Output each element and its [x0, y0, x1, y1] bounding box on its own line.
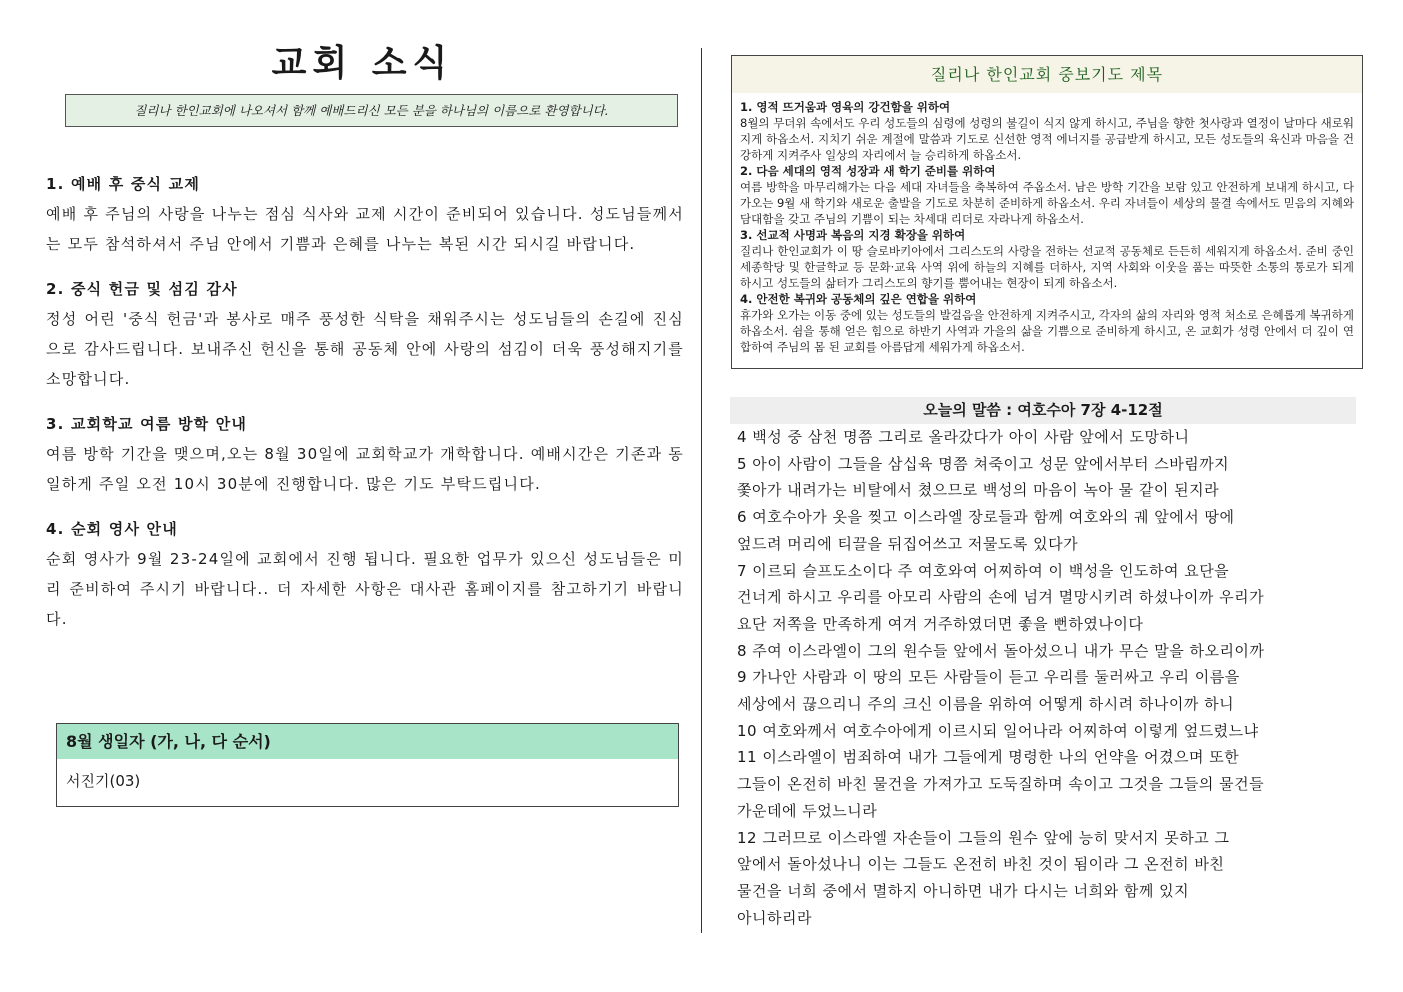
scripture-line: 쫓아가 내려가는 비탈에서 쳤으므로 백성의 마음이 녹아 물 같이 된지라: [737, 481, 1220, 500]
prayer-item-body: 8월의 무더위 속에서도 우리 성도들의 심령에 성령의 불길이 식지 않게 하시고, 주님을 향한 첫사랑과 열정이 날마다 새로워지게 하옵소서. 지치기 쉬운 계절에 말씀과 기도로 신선한 영적 에너지를 공급받게 하시고, 모든 성도들의 육신과 마음을 건강하게 지켜주사 일상의 자리에서 늘 승리하게 하옵소서.: [740, 116, 1354, 162]
section-title: 4. 순회 영사 안내: [46, 520, 178, 538]
prayer-items: [732, 93, 1362, 355]
scripture-line: 그들이 온전히 바친 물건을 가져가고 도둑질하며 속이고 그것을 그들의 물건들: [737, 775, 1265, 794]
prayer-item-body: 휴가와 오가는 이동 중에 있는 성도들의 발걸음을 안전하게 지켜주시고, 각자의 삶의 자리와 영적 처소로 은혜롭게 복귀하게 하옵소서. 쉼을 통해 얻은 힘으로 하반기 사역과 가을의 삶을 기쁨으로 준비하게 하시고, 온 교회가 성령 안에서 더 깊이 연합하여 주님의 몸 된 교회를 아름답게 세워가게 하옵소서.: [740, 308, 1354, 354]
prayer-item: [740, 99, 1354, 163]
prayer-box: [731, 55, 1363, 369]
prayer-item-body: 여름 방학을 마무리해가는 다음 세대 자녀들을 축복하여 주옵소서. 남은 방학 기간을 보람 있고 안전하게 보내게 하시고, 다가오는 9월 새 학기와 새로운 출발을 기도로 차분히 준비하게 하옵소서. 우리 자녀들이 세상의 물결 속에서도 믿음의 지혜와 담대함을 갖고 주님의 기쁨이 되는 차세대 리더로 자라나게 하옵소서.: [740, 180, 1354, 226]
prayer-item: [740, 291, 1354, 355]
scripture-line: 가운데에 두었느니라: [737, 801, 878, 820]
column-divider: [701, 48, 702, 933]
scripture-line: 요단 저쪽을 만족하게 여겨 거주하였더면 좋을 뻔하였나이다: [737, 614, 1144, 633]
scripture-line: 8 주여 이스라엘이 그의 원수들 앞에서 돌아섰으니 내가 무슨 말을 하오리이까: [737, 641, 1265, 660]
prayer-item-body: 질리나 한인교회가 이 땅 슬로바키아에서 그리스도의 사랑을 전하는 선교적 공동체로 든든히 세워지게 하옵소서. 준비 중인 세종학당 및 한글학교 등 문화·교육 사역 위에 하늘의 지혜를 더하사, 지역 사회와 이웃을 품는 따뜻한 소통의 통로가 되게 하시고 성도들의 삶터가 그리스도의 향기를 뿜어내는 현장이 되게 하옵소서.: [740, 244, 1354, 290]
scripture-heading: 오늘의 말씀 : 여호수아 7장 4-12절: [730, 397, 1356, 424]
prayer-item-title: 1. 영적 뜨거움과 영육의 강건함을 위하여: [740, 100, 951, 114]
news-section-consular: [46, 517, 684, 634]
section-title: 3. 교회학교 여름 방학 안내: [46, 415, 248, 433]
section-title: 1. 예배 후 중식 교제: [46, 175, 201, 193]
scripture-line: 6 여호수아가 옷을 찢고 이스라엘 장로들과 함께 여호와의 궤 앞에서 땅에: [737, 508, 1235, 527]
welcome-banner: 질리나 한인교회에 나오셔서 함께 예배드리신 모든 분을 하나님의 이름으로 환영합니다.: [65, 94, 678, 127]
scripture-line: 11 이스라엘이 범죄하여 내가 그들에게 명령한 나의 언약을 어겼으며 또한: [737, 748, 1240, 767]
section-title: 2. 중식 헌금 및 섬김 감사: [46, 280, 238, 298]
scripture-line: 엎드려 머리에 티끌을 뒤집어쓰고 저물도록 있다가: [737, 534, 1079, 553]
scripture-line: 9 가나안 사람과 이 땅의 모든 사람들이 듣고 우리를 둘러싸고 우리 이름을: [737, 668, 1240, 687]
birthday-heading: 8월 생일자 (가, 나, 다 순서): [57, 724, 678, 759]
birthday-table: [56, 723, 679, 807]
church-news-column: [46, 40, 684, 790]
scripture-line: 7 이르되 슬프도소이다 주 여호와여 어찌하여 이 백성을 인도하여 요단을: [737, 561, 1230, 580]
scripture-line: 물건을 너희 중에서 멸하지 아니하면 내가 다시는 너희와 함께 있지: [737, 881, 1190, 900]
prayer-item: [740, 163, 1354, 227]
news-section-school-break: [46, 412, 684, 499]
prayer-item-title: 2. 다음 세대의 영적 성장과 새 학기 준비를 위하여: [740, 164, 996, 178]
prayer-scripture-column: [731, 55, 1363, 931]
page-title: 교회 소식: [271, 43, 454, 84]
scripture-line: 4 백성 중 삼천 명쯤 그리로 올라갔다가 아이 사람 앞에서 도망하니: [737, 428, 1190, 446]
section-body: 정성 어린 '중식 헌금'과 봉사로 매주 풍성한 식탁을 채워주시는 성도님들의 손길에 진심으로 감사드립니다. 보내주신 헌신을 통해 공동체 안에 사랑의 섬김이 더욱 풍성해지기를 소망합니다.: [46, 310, 684, 388]
section-body: 순회 영사가 9월 23-24일에 교회에서 진행 됩니다. 필요한 업무가 있으신 성도님들은 미리 준비하여 주시기 바랍니다.. 더 자세한 사항은 대사관 홈페이지를 참고하기기 바랍니다.: [46, 550, 684, 628]
scripture-line: 12 그러므로 이스라엘 자손들이 그들의 원수 앞에 능히 맞서지 못하고 그: [737, 828, 1230, 847]
prayer-item: [740, 227, 1354, 291]
prayer-heading: 질리나 한인교회 중보기도 제목: [732, 56, 1362, 93]
section-body: 여름 방학 기간을 맺으며,오는 8월 30일에 교회학교가 개학합니다. 예배시간은 기존과 동일하게 주일 오전 10시 30분에 진행합니다. 많은 기도 부탁드립니다.: [46, 445, 684, 493]
scripture-text: [731, 424, 1363, 931]
news-section-offering: [46, 277, 684, 394]
scripture-line: 건너게 하시고 우리를 아모리 사람의 손에 넘겨 멸망시키려 하셨나이까 우리가: [737, 588, 1265, 607]
birthday-names: 서진기(03): [66, 772, 141, 790]
scripture-line: 5 아이 사람이 그들을 삼십육 명쯤 쳐죽이고 성문 앞에서부터 스바림까지: [737, 454, 1230, 473]
news-section-lunch: [46, 172, 684, 259]
scripture-line: 아니하리라: [737, 908, 812, 927]
section-body: 예배 후 주님의 사랑을 나누는 점심 식사와 교제 시간이 준비되어 있습니다. 성도님들께서는 모두 참석하셔서 주님 안에서 기쁨과 은혜를 나누는 복된 시간 되시길 바랍니다.: [46, 205, 684, 253]
scripture-line: 세상에서 끊으리니 주의 크신 이름을 위하여 어떻게 하시려 하나이까 하니: [737, 695, 1235, 714]
news-sections: [46, 172, 684, 634]
prayer-item-title: 4. 안전한 복귀와 공동체의 깊은 연합을 위하여: [740, 292, 977, 306]
prayer-item-title: 3. 선교적 사명과 복음의 지경 확장을 위하여: [740, 228, 966, 242]
scripture-line: 10 여호와께서 여호수아에게 이르시되 일어나라 어찌하여 이렇게 엎드렸느냐: [737, 721, 1259, 740]
scripture-line: 앞에서 돌아섰나니 이는 그들도 온전히 바친 것이 됨이라 그 온전히 바친: [737, 855, 1225, 874]
